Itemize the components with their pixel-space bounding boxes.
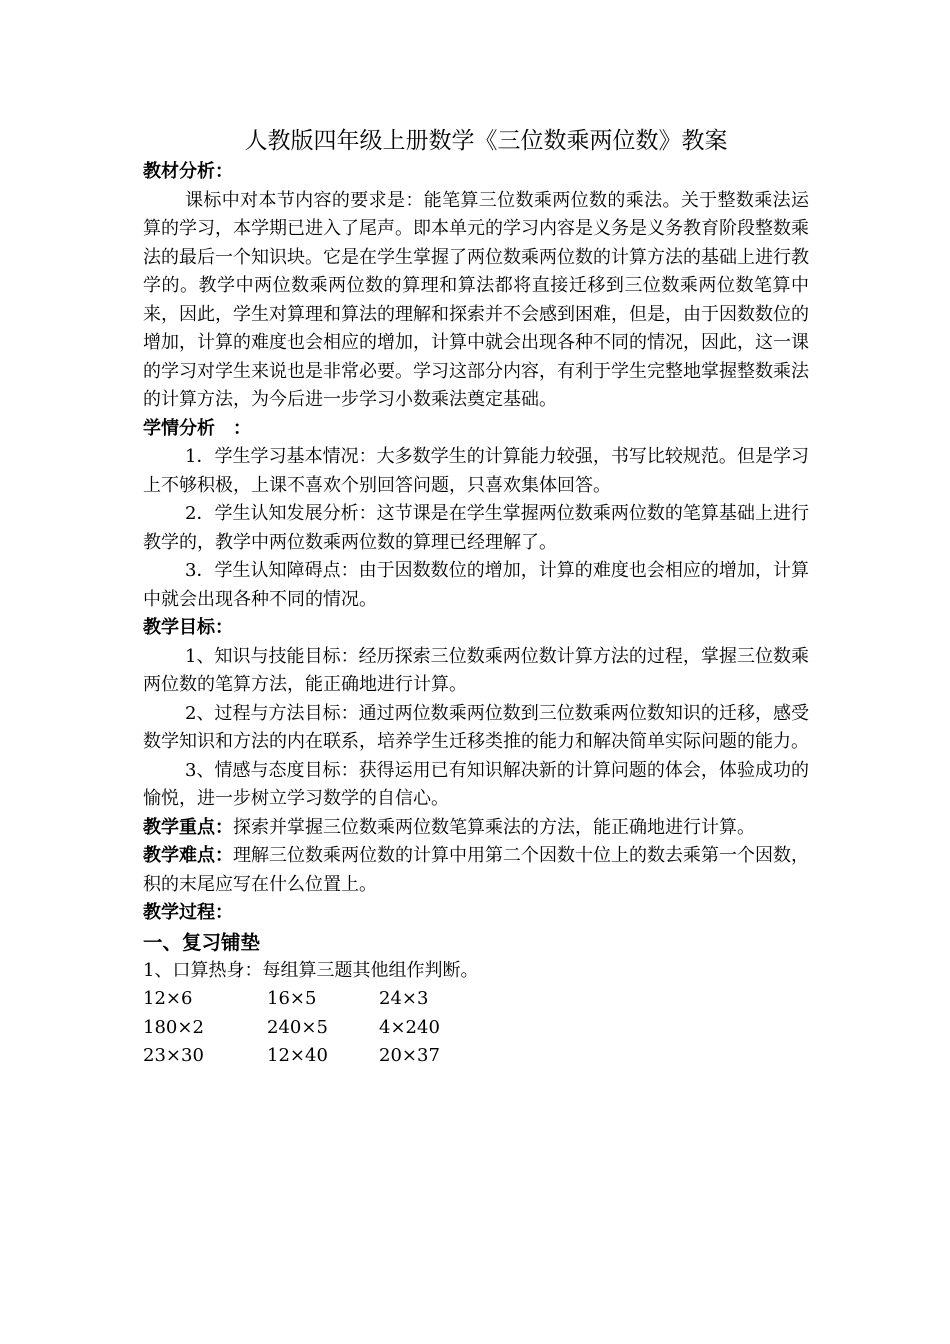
exercise-item: 180×2 [143, 1016, 204, 1038]
exercise-item: 12×6 [143, 988, 193, 1009]
exercise-row [143, 1014, 809, 1043]
material-analysis-body: 课标中对本节内容的要求是：能笔算三位数乘两位数的乘法。关于整数乘法运算的学习，本学期已进入了尾声。即本单元的学习内容是义务是义务教育阶段整数乘法的最后一个知识块。它是在学生掌握了两位数乘两位数的计算方法的基础上进行教学的。教学中两位数乘两位数的算理和算法都将直接迁移到三位数乘两位数笔算中来，因此，学生对算理和算法的理解和探索并不会感到困难，但是，由于因数数位的增加，计算的难度也会相应的增加，计算中就会出现各种不同的情况，因此，这一课的学习对学生来说也是非常必要。学习这部分内容，有利于学生完整地掌握整数乘法的计算方法，为今后进一步学习小数乘法奠定基础。 [143, 189, 809, 410]
process-heading: 教学过程： [143, 902, 233, 923]
warmup-intro: 1、口算热身：每组算三题其他组作判断。 [143, 959, 479, 981]
exercise-row [143, 985, 809, 1014]
difficult-point-label: 教学难点： [143, 845, 233, 866]
material-analysis-heading: 教材分析： [143, 161, 233, 182]
exercise-item: 240×5 [267, 1016, 328, 1038]
exercise-item: 4×240 [379, 1016, 440, 1038]
section-review-heading: 一、复习铺垫 [143, 930, 261, 954]
student-analysis-item: 1．学生学习基本情况：大多数学生的计算能力较强，书写比较规范。但是学习上不够积极，上课不喜欢个别回答问题，只喜欢集体回答。 [143, 446, 809, 496]
goal-item: 2、过程与方法目标：通过两位数乘两位数到三位数乘两位数知识的迁移，感受数学知识和方法的内在联系，培养学生迁移类推的能力和解决简单实际问题的能力。 [143, 702, 809, 752]
key-point-label: 教学重点： [143, 816, 233, 838]
key-point [143, 814, 809, 843]
goals-heading: 教学目标： [143, 617, 233, 638]
exercise-item: 24×3 [379, 988, 429, 1009]
difficult-point [143, 842, 809, 899]
goal-item: 3、情感与态度目标：获得运用已有知识解决新的计算问题的体会，体验成功的愉悦，进一步树立学习数学的自信心。 [143, 759, 809, 809]
document-title: 人教版四年级上册数学《三位数乘两位数》教案 [244, 128, 728, 154]
student-analysis-heading: 学情分析 ： [143, 417, 251, 439]
key-point-text: 探索并掌握三位数乘两位数笔算乘法的方法，能正确地进行计算。 [233, 816, 755, 838]
exercise-item: 23×30 [143, 1045, 204, 1066]
exercise-row [143, 1042, 809, 1071]
exercise-item: 16×5 [267, 988, 317, 1009]
exercise-item: 20×37 [379, 1045, 440, 1066]
exercise-item: 12×40 [267, 1045, 328, 1066]
document-page [143, 124, 809, 1071]
student-analysis-item: 2．学生认知发展分析：这节课是在学生掌握两位数乘两位数的笔算基础上进行教学的，教学中两位数乘两位数的算理已经理解了。 [143, 503, 809, 553]
difficult-point-text: 理解三位数乘两位数的计算中用第二个因数十位上的数去乘第一个因数，积的末尾应写在什么位置上。 [143, 845, 809, 895]
goal-item: 1、知识与技能目标：经历探索三位数乘两位数计算方法的过程，掌握三位数乘两位数的笔算方法，能正确地进行计算。 [143, 645, 809, 695]
student-analysis-item: 3．学生认知障碍点：由于因数数位的增加，计算的难度也会相应的增加，计算中就会出现各种不同的情况。 [143, 560, 809, 610]
